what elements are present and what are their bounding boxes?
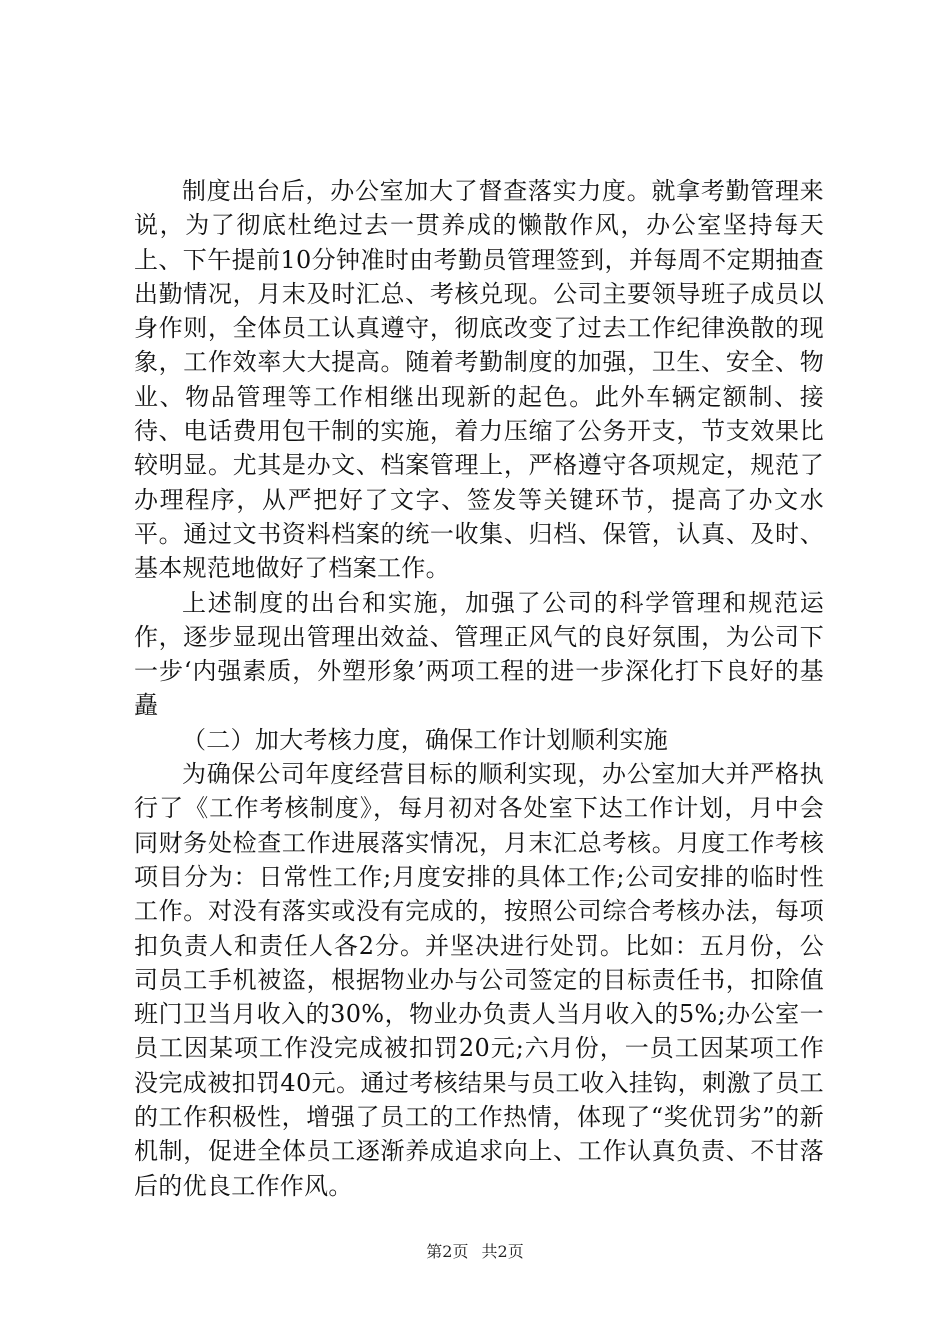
page-number: 第2页 — [426, 1242, 469, 1261]
paragraph-system-outcome: 上述制度的出台和实施，加强了公司的科学管理和规范运作，逐步显现出管理出效益、管理正风气的良好氛围，为公司下一步‘内强素质，外塑形象’两项工程的进一步深化打下良好的基矗 — [134, 588, 824, 720]
section-heading: （二）加大考核力度，确保工作计划顺利实施 — [182, 725, 668, 754]
paragraph-assessment: 为确保公司年度经营目标的顺利实现，办公室加大并严格执行了《工作考核制度》，每月初对各处室下达工作计划，月中会同财务处检查工作进展落实情况，月末汇总考核。月度工作考核项目分为：日常性工作;月度安排的具体工作;公司安排的临时性工作。对没有落实或没有完成的，按照公司综合考核办法，每项扣负责人和责任人各2分。并坚决进行处罚。比如：五月份，公司员工手机被盗，根据物业办与公司签定的目标责任书，扣除值班门卫当月收入的30%，物业办负责人当月收入的5%;办公室一员工因某项工作没完成被扣罚20元;六月份，一员工因某项工作没完成被扣罚40元。通过考核结果与员工收入挂钩，刺激了员工的工作积极性，增强了员工的工作热情，体现了“奖优罚劣”的新机制，促进全体员工逐渐养成追求向上、工作认真负责、不甘落后的优良工作作风。 — [134, 760, 824, 1200]
page-total: 共2页 — [481, 1242, 524, 1261]
document-body — [134, 174, 824, 1203]
page-footer — [0, 1241, 950, 1263]
paragraph-attendance-enforcement: 制度出台后，办公室加大了督查落实力度。就拿考勤管理来说，为了彻底杜绝过去一贯养成的懒散作风，办公室坚持每天上、下午提前10分钟准时由考勤员管理签到，并每周不定期抽查出勤情况，月末及时汇总、考核兑现。公司主要领导班子成员以身作则，全体员工认真遵守，彻底改变了过去工作纪律涣散的现象，工作效率大大提高。随着考勤制度的加强，卫生、安全、物业、物品管理等工作相继出现新的起色。此外车辆定额制、接待、电话费用包干制的实施，着力压缩了公务开支，节支效果比较明显。尤其是办文、档案管理上，严格遵守各项规定，规范了办理程序，从严把好了文字、签发等关键环节，提高了办文水平。通过文书资料档案的统一收集、归档、保管，认真、及时、基本规范地做好了档案工作。 — [134, 177, 824, 583]
